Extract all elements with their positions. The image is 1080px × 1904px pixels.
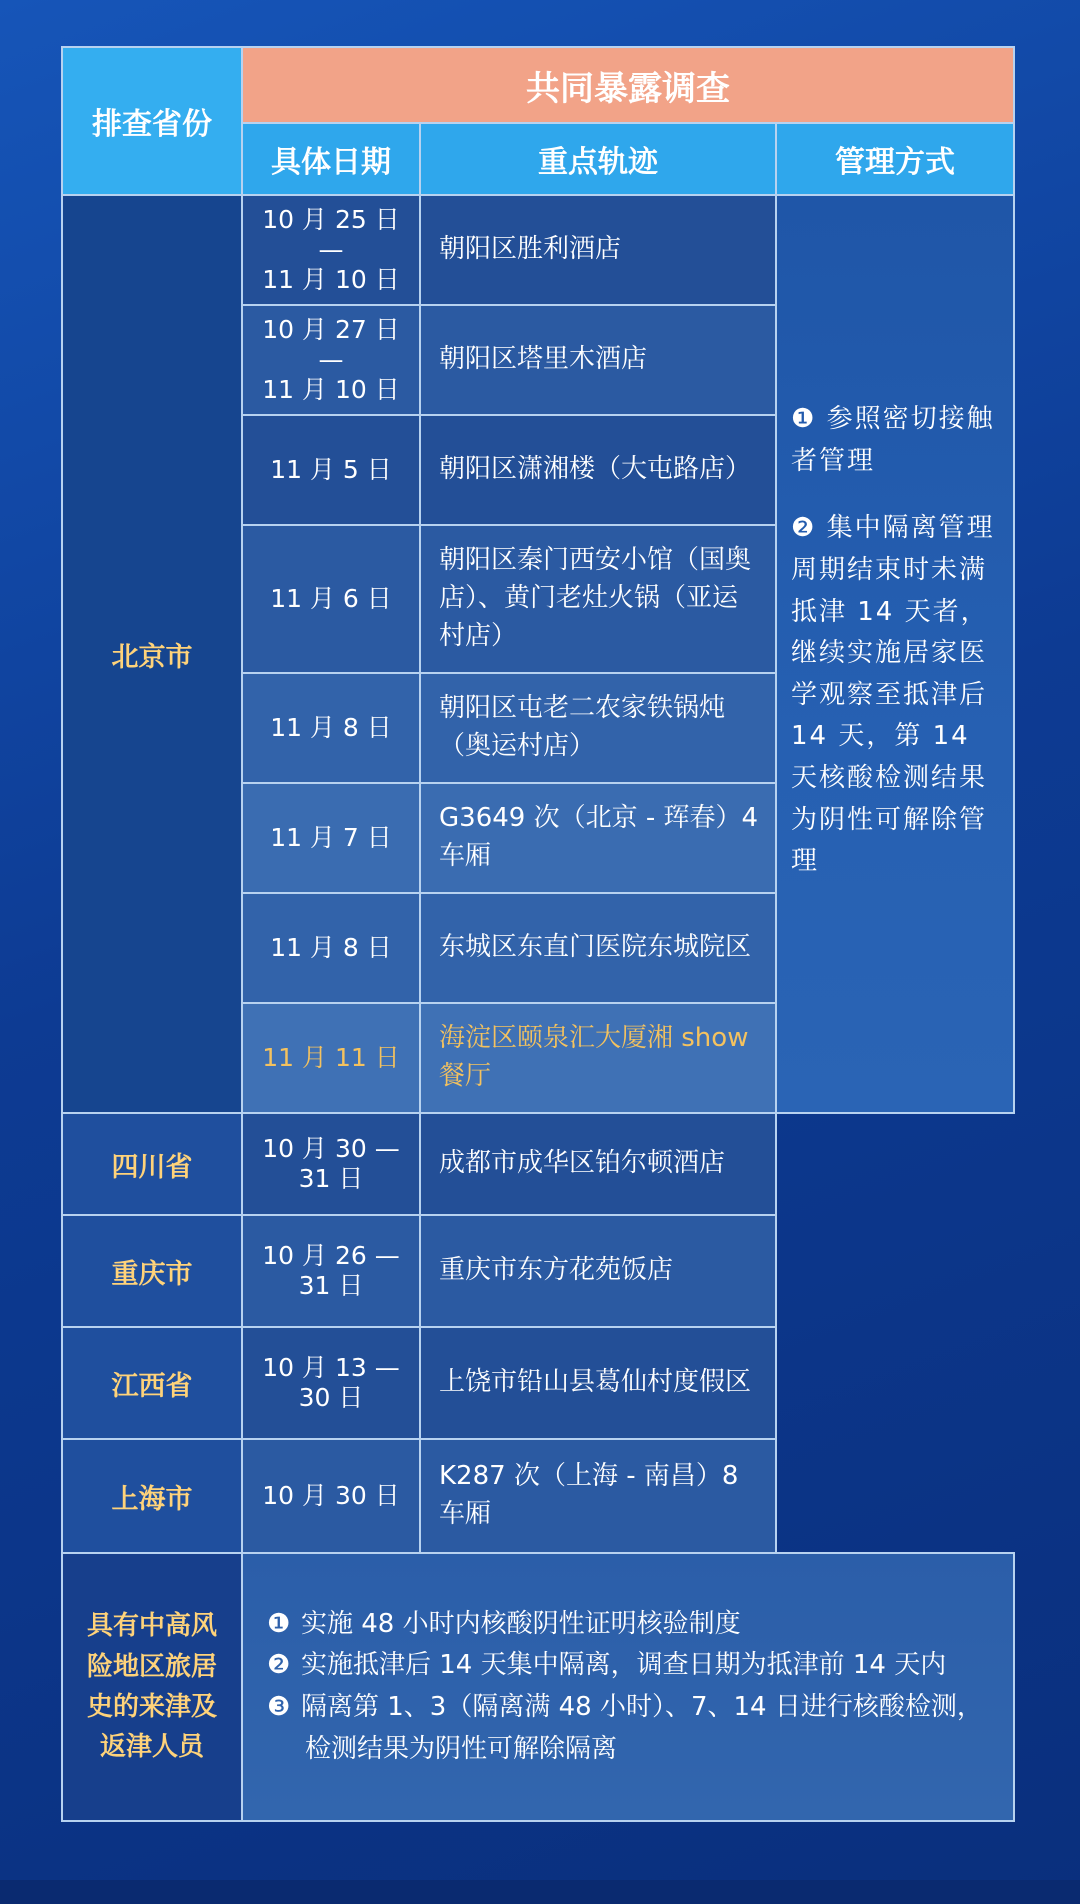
date-cell: 11 月 6 日 [242, 525, 420, 673]
province-beijing: 北京市 [62, 195, 242, 1113]
province-column-header: 排查省份 [62, 47, 242, 195]
date-cell: 10 月 30 日 [242, 1439, 420, 1553]
track-cell: 成都市成华区铂尔顿酒店 [420, 1113, 776, 1215]
management-item-1: ❶ 参照密切接触者管理 [791, 404, 995, 476]
date-column-header: 具体日期 [242, 123, 420, 195]
date-cell: 11 月 7 日 [242, 783, 420, 893]
measure-item-3: ❸ 隔离第 1、3（隔离满 48 小时）、7、14 日进行核酸检测， [267, 1692, 983, 1722]
table-row [62, 1439, 1014, 1553]
management-column-header: 管理方式 [776, 123, 1014, 195]
management-item-2: ❷ 集中隔离管理周期结束时未满抵津 14 天者，继续实施居家医学观察至抵津后 14 天，第 14 天核酸检测结果为阴性可解除管理 [791, 513, 995, 877]
date-cell: 10 月 25 日 — 11 月 10 日 [242, 195, 420, 305]
date-cell: 10 月 27 日 — 11 月 10 日 [242, 305, 420, 415]
table-row [62, 195, 1014, 305]
track-cell: 东城区东直门医院东城院区 [420, 893, 776, 1003]
high-risk-measures [242, 1553, 1014, 1821]
province-jiangxi: 江西省 [62, 1327, 242, 1439]
track-cell: G3649 次（北京 - 珲春）4 车厢 [420, 783, 776, 893]
track-cell: 朝阳区秦门西安小馆（国奥店）、黄门老灶火锅（亚运村店） [420, 525, 776, 673]
table-row [62, 1215, 1014, 1327]
measure-item-3-continued: 检测结果为阴性可解除隔离 [305, 1733, 618, 1764]
track-cell: 朝阳区塔里木酒店 [420, 305, 776, 415]
measure-item-2: ❷ 实施抵津后 14 天集中隔离，调查日期为抵津前 14 天内 [267, 1650, 947, 1681]
track-cell-highlight: 海淀区颐泉汇大厦湘 show 餐厅 [420, 1003, 776, 1113]
table-row [62, 1113, 1014, 1215]
date-cell: 10 月 13 — 30 日 [242, 1327, 420, 1439]
province-sichuan: 四川省 [62, 1113, 242, 1215]
date-cell: 11 月 8 日 [242, 893, 420, 1003]
date-cell: 11 月 8 日 [242, 673, 420, 783]
track-cell: K287 次（上海 - 南昌）8 车厢 [420, 1439, 776, 1553]
measure-item-1: ❶ 实施 48 小时内核酸阴性证明核验制度 [267, 1608, 741, 1639]
date-cell: 10 月 30 — 31 日 [242, 1113, 420, 1215]
track-column-header: 重点轨迹 [420, 123, 776, 195]
footer-band [0, 1880, 1080, 1904]
table-row-high-risk [62, 1553, 1014, 1821]
track-cell: 朝阳区胜利酒店 [420, 195, 776, 305]
track-cell: 上饶市铅山县葛仙村度假区 [420, 1327, 776, 1439]
date-cell-highlight: 11 月 11 日 [242, 1003, 420, 1113]
management-cell [776, 195, 1014, 1113]
province-shanghai: 上海市 [62, 1439, 242, 1553]
table-row [62, 1327, 1014, 1439]
joint-investigation-header: 共同暴露调查 [242, 47, 1014, 123]
high-risk-travelers-label: 具有中高风 险地区旅居 史的来津及 返津人员 [62, 1553, 242, 1821]
date-cell: 10 月 26 — 31 日 [242, 1215, 420, 1327]
track-cell: 朝阳区屯老二农家铁锅炖（奥运村店） [420, 673, 776, 783]
investigation-table [61, 46, 1015, 1822]
track-cell: 朝阳区潇湘楼（大屯路店） [420, 415, 776, 525]
track-cell: 重庆市东方花苑饭店 [420, 1215, 776, 1327]
date-cell: 11 月 5 日 [242, 415, 420, 525]
province-chongqing: 重庆市 [62, 1215, 242, 1327]
